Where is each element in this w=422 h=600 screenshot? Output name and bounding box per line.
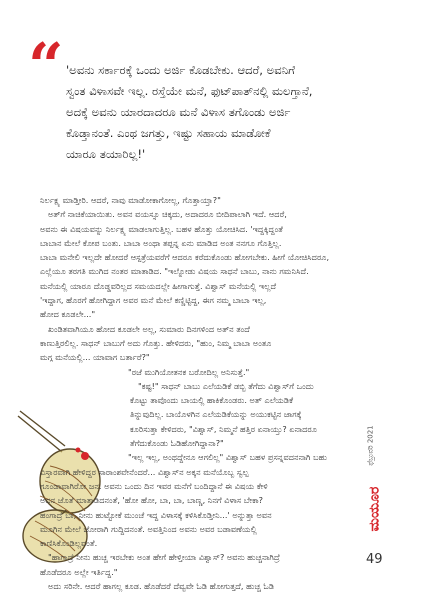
magazine-name: ಮಯೂರ (366, 486, 383, 532)
body-line: ಎಲ್ಲೆಯೂ ತರಗತಿ ಮುಗಿದ ನಂತರ ಮಾತಾಡಿದ. "ಇಲ್ನೋಡು ವಿಷಯ ಸಾಧನೆ ಬಾಬು, ನಾನು ಗಮನಿಸಿದೆ. (40, 266, 309, 277)
body-line: ಹೋದ ಕೂಡಲೇ..." (40, 309, 96, 320)
body-line: ಕೂರಿಸುತ್ತಾ ಕೇಳಿದರು, "ವಿಶ್ವಾಸ್, ನಿಮ್ಮನೆ ಹತ್ತಿರ ಏನಾಯ್ತು? ಏನಾದರೂ (130, 423, 317, 434)
pullquote-line: ಕೊಡ್ತಾನಂತೆ. ಎಂಥ ಜಗತ್ತು, ಇಷ್ಟು ಸಹಾಯ ಮಾಡೋಕೆ (66, 126, 271, 140)
body-line: ತೆಗೆದುಕೊಂಡು ಓಡಿಹೋಗಿದ್ದಾನಾ?" (130, 438, 224, 449)
body-line: ವಿಸ್ತಾರವಾಗಿ ಹೇಳಿದ್ದರ ಸಾರಾಂಶವೇನೆಂದರೆ... ವಿಶ್ವಾಸ್‌ನ ಅಕ್ಕನ ಮನೆಯೊಬ್ಬ ಸ್ವಲ್ಪ (40, 466, 249, 477)
issue-date: ಫೆಬ್ರುವರಿ 2021 (366, 425, 375, 466)
body-line: "ಇಲ್ಲ ಇಲ್ಲ, ಅಂಥದ್ದೇನೂ ಆಗಲಿಲ್ಲ" ವಿಶ್ವಾಸ್ ಬಹಳ ಪ್ರಸನ್ನವದನನಾಗಿ ಬಹು (128, 452, 327, 463)
body-line: ಮಗ್ಗ ಮನೆಯಲ್ಲಿ... ಯಾವಾಗ ಬರ್ತಾರೆ?" (40, 352, 150, 363)
body-line: ತಿನ್ನುವುದಿಲ್ಲ. ಬಾಯೊಳಗಿನ ಎಲೆಯಡಿಕೆಯನ್ನು ಅಯುಕಟ್ಟಿನ ಜಾಗಕ್ಕೆ (130, 409, 302, 420)
body-line: "ಕಷ್ಟ!" ಸಾಧನ್ ಬಾಬು ಎಲೆಯಡಿಕೆ ಡಬ್ಬಿ ತೆಗೆದು ವಿಶ್ವಾಸ್‌ಗೆ ಒಂದು (138, 380, 314, 391)
page-number: 49 (366, 552, 383, 567)
body-line: ಮನೆಯಲ್ಲಿ ಯಾರೂ ದೊಡ್ಡವರಿಲ್ಲದ ಸಮಯದಲ್ಲೇ ಹೀಗಾಗುತ್ತೆ. ವಿಶ್ವಾಸ್ ಮನೆಯಲ್ಲಿ ಇಲ್ಲದೆ (40, 280, 277, 291)
pullquote-line: 'ಅವನು ಸರ್ಕಾರಕ್ಕೆ ಒಂದು ಅರ್ಜಿ ಕೊಡಬೇಕು. ಆದರೆ, ಅವನಿಗೆ (66, 63, 295, 77)
article-body (40, 193, 376, 593)
pullquote-line: ಸ್ವಂತ ವಿಳಾಸವೇ ಇಲ್ಲ. ರಸ್ತೆಯೇ ಮನೆ, ಫುಟ್‌ಪಾತ್‌ನಲ್ಲಿ ಮಲಗ್ತಾನೆ, (66, 84, 313, 98)
body-line: ಕಾಣುತ್ತಿರಲಿಲ್ಲ. ಸಾಧನ್ ಬಾಬುಗೆ ಅದು ಗೊತ್ತು. ಹೇಳಿದರು, "ಹುಂ, ನಿಮ್ಮ ಬಾಬಾ ಅಂತೂ (40, 337, 272, 348)
body-line: ಹಂಗಾದ್ರೆ ಬಾ, ನೀನು ಹುಟ್ಟೋಕೆ ಮುಂಚೆ ಇದ್ದ ವಿಳಾಸಕ್ಕೆ ಕಳಿಸಿಕೊಡ್ತೀನಿ...' ಅನ್ನುತ್ತಾ ಅವನ (40, 509, 272, 520)
running-footer (366, 406, 402, 536)
body-line: ಅದು ಸರಿನೇ. ಆದರೆ ಹಾಗಲ್ಲ ಕೂಡ. ಹೊಡೆದರೆ ದೆವ್ವವೇ ಓಡಿ ಹೋಗುತ್ತದೆ, ಹುಚ್ಚ ಓಡಿ (48, 581, 275, 592)
body-line: ಅವನು ಈ ವಿಷಯವನ್ನು ನಿರ್ಲಕ್ಷ್ಯ ಮಾಡಲಾಗುತ್ತಿಲ್ಲ. ಬಹಳ ಹೊತ್ತು ಯೋಚಿಸಿದ. 'ಇದ್ದಕ್ಕಿದ್ದಂತೆ (40, 223, 283, 234)
body-line: 'ಇದ್ದಾಗ, ಹೊರಗೆ ಹೋಗಿದ್ದಾಗ ಅವರ ಮನೆ ಮೇಲೆ ಕಣ್ಣಿಟ್ಟಿದ್ದ, ಈಗ ನಮ್ಮ ಬಾಬಾ ಇಲ್ಲ, (40, 295, 267, 306)
body-line: ಅತ್‌ಗೆ ನಾಚಿಕೆಯಾಯಿತು. ಅವನ ವಯಸ್ಸೂ ಚಿಕ್ಕದು, ಅದಾದರೂ ಬೀದಿಪಾಲಾಗಿ ಇದೆ. ಆದರೆ, (48, 209, 287, 220)
body-line: ಹೊಡೆದರೂ ಅಲ್ಲೇ ಇರ್ತಿದ್ದ." (40, 566, 118, 577)
body-line: ಕೊಟ್ಟು ತಾವೊಂದು ಬಾಯಲ್ಲಿ ಹಾಕಿಕೊಂಡರು. ಅತ್ ಎಲೆಯಡಿಕೆ (130, 395, 294, 406)
pullquote (66, 60, 396, 165)
body-line: ಮೂಗಿನ ಮೇಲೆ ಜೋರಾಗಿ ಗುದ್ದಿದನಂತೆ. ಅವತ್ತಿನಿಂದ ಅವನು ಅವರ ಬಡಾವಣೆಯಲ್ಲಿ (40, 523, 257, 534)
quote-mark: “ (28, 29, 64, 102)
body-line: ಖಂಡಿತವಾಗಿಯೂ ಹೋದ ಕೂಡಲೇ ಅಲ್ಲ, ಸುಮಾರು ದಿನಗಳಿಂದ ಅತ್‌ನ ತಂದೆ (48, 323, 250, 334)
body-line: "ಹಾಗಾದ್ರೆ ನೀನು ಹುಚ್ಚ ಇರಬೇಕು ಅಂತ ಹೇಗೆ ಹೇಳ್ತೀಯಾ ವಿಶ್ವಾಸ್? ಅವನು ಹುಚ್ಚನಾಗಿದ್ರೆ (48, 552, 280, 563)
pullquote-line: ಅದಕ್ಕೆ ಅವನು ಯಾರದಾದರೂ ಮನೆ ವಿಳಾಸ ತಗೊಂಡು ಅರ್ಜಿ (66, 105, 291, 119)
body-line: "ರಜೆ ಮುಗಿಯೋತನಕ ಬರೋದಿಲ್ಲ ಅನಿಸುತ್ತೆ." (128, 366, 250, 377)
pullquote-line: ಯಾರೂ ತಯಾರಿಲ್ಲ!' (66, 147, 146, 161)
body-line: ಕಾಣಿಸಿಕೊಂಡಿಲ್ಲವಂತೆ. (40, 538, 98, 549)
body-line: ಬಾಬಾ ಮನೇಲಿ ಇಲ್ಲದೇ ಹೋದರೆ ಆಸ್ಪತ್ರೆಯವರೆಗೆ ಆದರೂ ಕರೆದುಕೊಂಡು ಹೋಗಬೇಕು. ಹೀಗೆ ಯೋಚಿಸಿದರೂ, (40, 252, 330, 263)
body-line: ಅವನ ಜೊತೆ ಮಾತಾಡಿದನಂತೆ, 'ಹೋ ಹೋ, ಬಾ, ಬಾ, ಬಾಣ್ಣ, ನಿನಗೆ ವಿಳಾಸ ಬೇಕಾ? (40, 495, 264, 506)
body-line: ನಿರ್ಲಕ್ಷ್ಯ ಮಾಡ್ತೀರಿ. ಆದರೆ, ನಾವು ಮಾಡೋಕಾಗೋಲ್ಲ, ಗೊತ್ತಾಯ್ತಾ?" (40, 195, 221, 205)
body-line: ಗೂಂಡಾವಾಗಿರೋ ಜನ. ಅವನು ಒಂದು ದಿನ ಇವರ ಮನೆಗೆ ಬಂದಿದ್ದಾನೆ ಈ ವಿಷಯ ಕೇಳಿ (40, 480, 268, 491)
body-line: ಬಾಬಾನ ಮೇಲೆ ಕೋಪ ಬಂತು. ಬಾಬಾ ಅಂಥಾ ತಪ್ಪನ್ನ ಏನು ಮಾಡಿದ ಅಂತ ನನಗೂ ಗೊತ್ತಿಲ್ಲ. (40, 237, 282, 248)
